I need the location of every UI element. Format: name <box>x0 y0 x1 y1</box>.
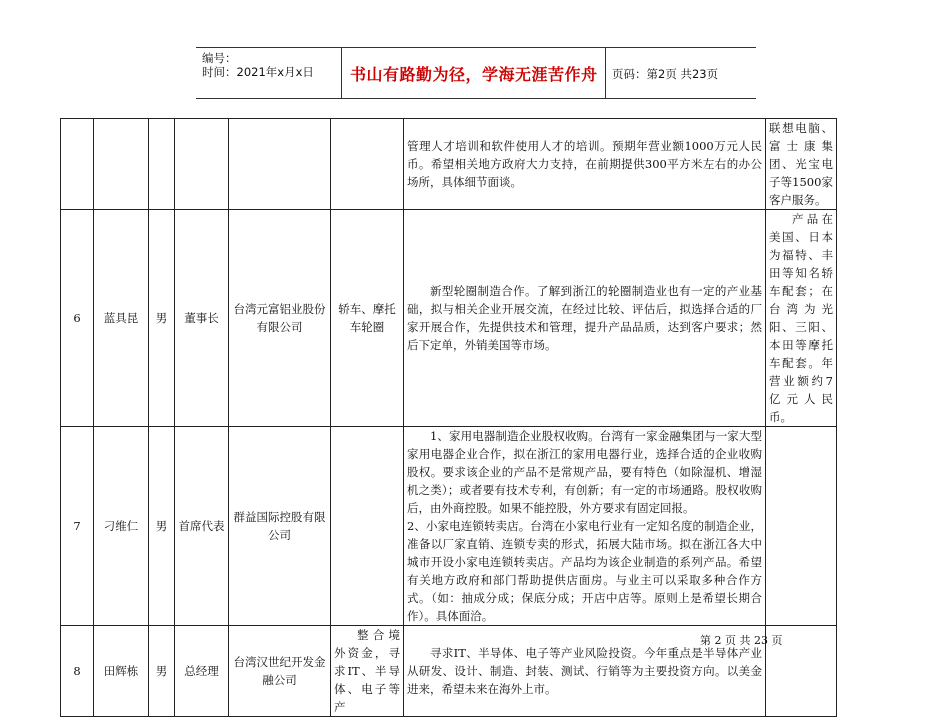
table-row <box>61 210 837 427</box>
industry-paragraph: 整合境外资金，寻求IT、半导体、电子等产 <box>334 628 400 714</box>
industry <box>331 427 404 626</box>
industry <box>331 626 404 717</box>
notes-paragraph: 产品在美国、日本为福特、丰田等知名轿车配套；在台湾为光阳、三阳、本田等摩托车配套。年营业额约7亿元人民币。 <box>769 212 833 424</box>
page-footer: 第 2 页 共 23 页 <box>700 634 783 647</box>
row-number: 8 <box>61 626 94 717</box>
content-paragraph: 新型轮圈制造合作。了解到浙江的轮圈制造业也有一定的产业基础，拟与相关企业开展交流，在经过比较、评估后，拟选择合适的厂家开展合作，先提供技术和管理，提升产品品质，达到客户要求；然后下定单，外销美国等市场。 <box>407 284 762 352</box>
gender: 男 <box>149 427 175 626</box>
gender: 男 <box>149 626 175 717</box>
content-paragraph: 1、家用电器制造企业股权收购。台湾有一家金融集团与一家大型家用电器企业合作，拟在浙江的家用电器行业，选择合适的企业收购股权。要求该企业的产品不是常规产品，要有特色（如除湿机、增湿机之类）；或者要有技术专利，有创新；有一定的市场通路。股权收购后，由外商控股。如果不能控股，外方要求有固定回报。 <box>407 429 762 515</box>
header-divider <box>605 48 606 98</box>
cooperation-content <box>404 210 766 427</box>
date-label: 时间：2021年x月x日 <box>202 65 314 79</box>
job-title <box>175 119 229 210</box>
company-notes <box>766 210 837 427</box>
row-number: 7 <box>61 427 94 626</box>
motto: 书山有路勤为径，学海无涯苦作舟 <box>350 65 598 84</box>
person-name <box>94 119 149 210</box>
job-title: 董事长 <box>175 210 229 427</box>
page-number-label: 页码：第2页 共23页 <box>612 67 719 81</box>
industry: 轿车、摩托车轮圈 <box>331 210 404 427</box>
cooperation-content: 管理人才培训和软件使用人才的培训。预期年营业额1000万元人民币。希望相关地方政府大力支持，在前期提供300平方米左右的办公场所，具体细节面谈。 <box>404 119 766 210</box>
company-notes <box>766 427 837 626</box>
gender <box>149 119 175 210</box>
company-notes: 联想电脑、富士康集团、光宝电子等1500家客户服务。 <box>766 119 837 210</box>
person-name: 田辉栋 <box>94 626 149 717</box>
number-label: 编号： <box>202 51 237 65</box>
company-name: 台湾汉世纪开发金融公司 <box>229 626 331 717</box>
job-title: 首席代表 <box>175 427 229 626</box>
person-name: 蓝具昆 <box>94 210 149 427</box>
person-name: 刁维仁 <box>94 427 149 626</box>
gender: 男 <box>149 210 175 427</box>
industry <box>331 119 404 210</box>
cooperation-content <box>404 427 766 626</box>
company-name <box>229 119 331 210</box>
header-divider <box>341 48 342 98</box>
content-paragraph: 2、小家电连锁转卖店。台湾在小家电行业有一定知名度的制造企业，准备以厂家直销、连锁专卖的形式，拓展大陆市场。拟在浙江各大中城市开设小家电连锁转卖店。产品均为该企业制造的系列产品。希望有关地方政府和部门帮助提供店面房。与业主可以采取多种合作方式。（如：抽成分成；保底分成；开店中店等。原则上是希望长期合作）。具体面洽。 <box>407 519 762 623</box>
job-title: 总经理 <box>175 626 229 717</box>
company-name: 群益国际控股有限公司 <box>229 427 331 626</box>
row-number: 6 <box>61 210 94 427</box>
company-name: 台湾元富铝业股份有限公司 <box>229 210 331 427</box>
content-paragraph: 寻求IT、半导体、电子等产业风险投资。今年重点是半导体产业从研发、设计、制造、封装、测试、行销等为主要投资方向。以美金进来，希望未来在海外上市。 <box>407 646 762 696</box>
table-row <box>61 119 837 210</box>
row-number <box>61 119 94 210</box>
table-row <box>61 427 837 626</box>
investor-table <box>60 118 837 717</box>
